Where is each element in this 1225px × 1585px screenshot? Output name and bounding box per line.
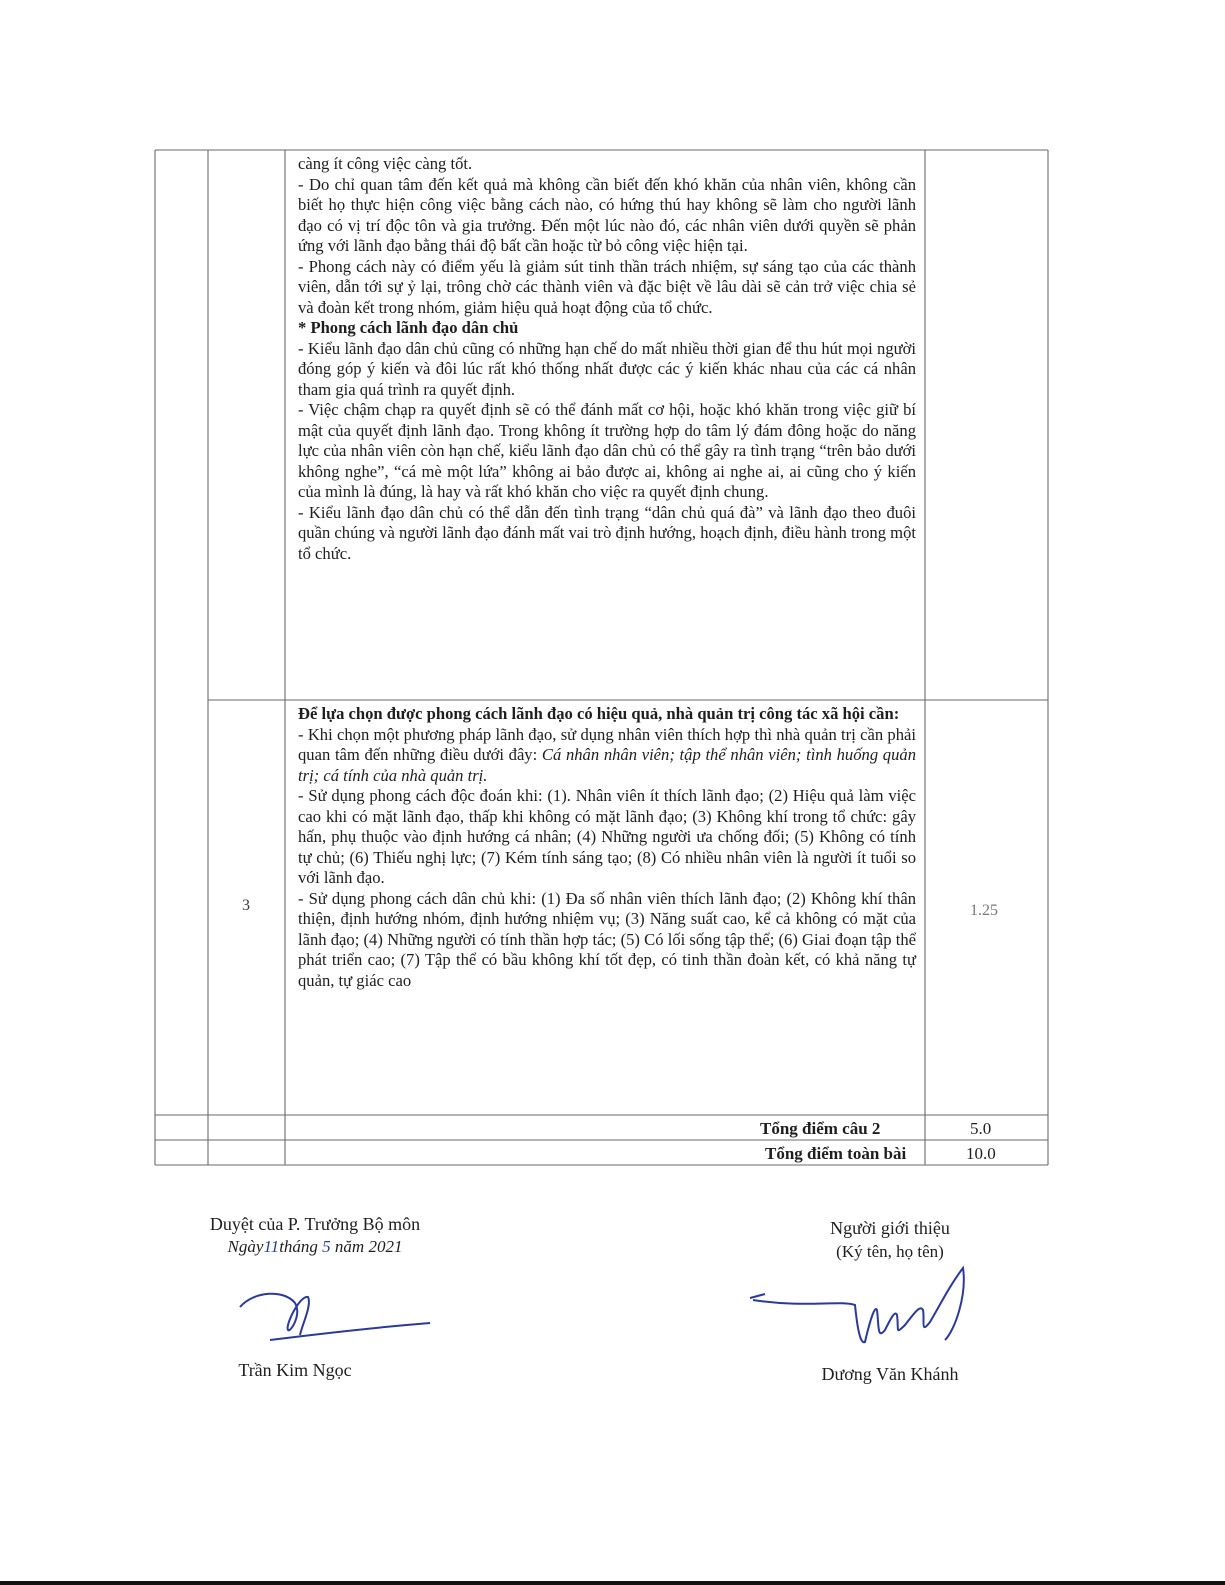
introducer-name: Dương Văn Khánh: [821, 1364, 959, 1384]
approval-date: Ngày11tháng 5 năm 2021: [227, 1237, 403, 1256]
handwritten-month: 5: [322, 1237, 331, 1256]
row-heading: Để lựa chọn được phong cách lãnh đạo có hiệu quả, nhà quản trị công tác xã hội cần:: [298, 704, 900, 723]
section-heading: * Phong cách lãnh đạo dân chủ: [298, 318, 519, 337]
scan-edge: [0, 1581, 1225, 1585]
row-score: 1.25: [970, 902, 998, 919]
total-all-label: Tổng điểm toàn bài: [765, 1144, 907, 1163]
paragraph: - Kiểu lãnh đạo dân chủ có thể dẫn đến tình trạng “dân chủ quá đà” và lãnh đạo theo đuôi quần chúng và người lãnh đạo đánh mất vai trò định hướng, hoạch định, điều hành trong một tổ chức.: [298, 502, 916, 563]
approval-title: Duyệt của P. Trưởng Bộ môn: [209, 1214, 421, 1234]
paragraph: - Phong cách này có điểm yếu là giảm sút tinh thần trách nhiệm, sự sáng tạo của các thành viên, dẫn tới sự ỷ lại, trông chờ các thành viên và đặc biệt về lâu dài sẽ cản trở việc chia sẻ và đoàn kết trong nhóm, giảm hiệu quả hoạt động của tổ chức.: [298, 256, 916, 317]
total-all-value: 10.0: [966, 1144, 996, 1163]
introducer-title: Người giới thiệu: [830, 1218, 950, 1238]
approver-name: Trần Kim Ngọc: [238, 1360, 352, 1380]
content-cell-row3: [298, 704, 916, 991]
paragraph: càng ít công việc càng tốt.: [298, 154, 473, 173]
total-q2-value: 5.0: [970, 1119, 992, 1138]
signature-right: [745, 1250, 995, 1360]
handwritten-day: 11: [263, 1237, 280, 1256]
paragraph: - Do chỉ quan tâm đến kết quả mà không cần biết đến khó khăn của nhân viên, không cần biết họ thực hiện công việc bằng cách nào, có hứng thú hay không sẽ làm cho người lãnh đạo có vị trí độc tôn và gia trưởng. Đến một lúc nào đó, các nhân viên dưới quyền sẽ phản ứng với lãnh đạo bằng thái độ bất cần hoặc từ bỏ công việc hiện tại.: [298, 174, 916, 255]
content-cell-row2: [298, 154, 916, 564]
paragraph: [298, 725, 916, 787]
paragraph: - Sử dụng phong cách độc đoán khi: (1). Nhân viên ít thích lãnh đạo; (2) Hiệu quả làm việc cao khi có mặt lãnh đạo, thấp khi không có mặt lãnh đạo; (3) Không khí trong tổ chức: gây hấn, phụ thuộc vào định hướng cá nhân; (4) Những người ưa chống đối; (5) Không có tính tự chủ; (6) Thiếu nghị lực; (7) Kém tính sáng tạo; (8) Có nhiều nhân viên là người ít tuổi so với lãnh đạo.: [298, 786, 916, 887]
introducer-subtitle: (Ký tên, họ tên): [836, 1242, 944, 1261]
total-q2-label: Tổng điểm câu 2: [760, 1119, 881, 1138]
intro-italic: Cá nhân nhân viên; tập thể nhân viên; tình huống quản trị; cá tính của nhà quản trị.: [298, 745, 916, 785]
signature-left: [230, 1285, 440, 1355]
approval-block: [170, 1214, 460, 1257]
paragraph: - Sử dụng phong cách dân chủ khi: (1) Đa số nhân viên thích lãnh đạo; (2) Không khí thân thiện, định hướng nhóm, định hướng nhiệm vụ; (3) Năng suất cao, kể cả không có mặt của lãnh đạo; (4) Những người có tính thần hợp tác; (5) Có lối sống tập thể; (6) Giai đoạn tập thể phát triển cao; (7) Tập thể có bầu không khí tốt đẹp, có tinh thần đoàn kết, có khả năng tự quản, tự giác cao: [298, 888, 916, 990]
paragraph: - Việc chậm chạp ra quyết định sẽ có thể đánh mất cơ hội, hoặc khó khăn trong việc giữ bí mật của quyết định lãnh đạo. Trong không ít trường hợp do tâm lý đám đông hoặc do năng lực của nhân viên còn hạn chế, kiểu lãnh đạo dân chủ có thể gây ra tình trạng “trên bảo dưới không nghe”, “cá mè một lứa” không ai bảo được ai, không ai nghe ai, ai cũng cho ý kiến của mình là đúng, là hay và rất khó khăn cho việc ra quyết định chung.: [298, 400, 916, 501]
row-number: 3: [242, 897, 250, 914]
paragraph: - Kiểu lãnh đạo dân chủ cũng có những hạn chế do mất nhiều thời gian để thu hút mọi người đóng góp ý kiến và đôi lúc rất khó thống nhất được các ý kiến khác nhau của các cá nhân tham gia quá trình ra quyết định.: [298, 338, 916, 399]
intro-text: - Khi chọn một phương pháp lãnh đạo, sử dụng nhân viên thích hợp thì nhà quản trị cần phải quan tâm đến những điều dưới đây:: [298, 724, 916, 764]
